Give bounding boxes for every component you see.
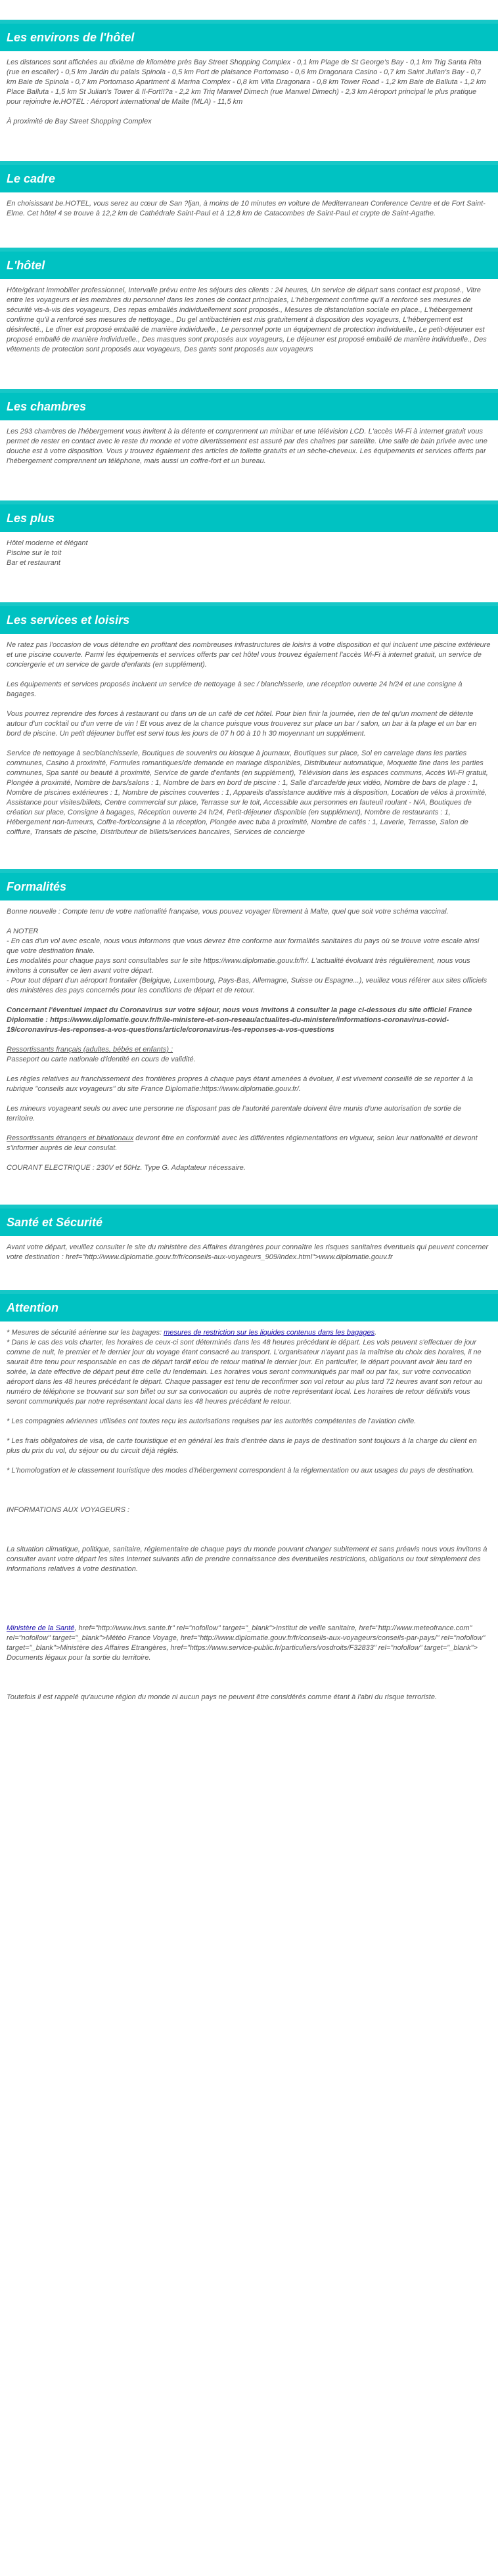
subheading-french-nationals: Ressortissants français (adultes, bébés et enfants) : [7,1046,173,1054]
section-content [0,1236,498,1270]
paragraph: Bonne nouvelle : Compte tenu de votre nationalité française, vous pouvez voyager librement à Malte, quel que soit votre schéma vaccinal. [7,908,449,916]
section-title: Les environs de l'hôtel [0,24,498,51]
section-environs [0,20,498,135]
paragraph: - Pour tout départ d'un aéroport frontalier (Belgique, Luxembourg, Pays-Bas, Allemagne, Suisse ou Espagne...), veuillez vous référer aux sites officiels des ministères des pays concernés pour les conditions de départ et de retour. [7,977,487,994]
list-item: Hôtel moderne et élégant [7,539,88,547]
ministry-health-link[interactable]: Ministère de la Santé [7,1624,75,1632]
paragraph: À proximité de Bay Street Shopping Complex [7,118,152,125]
section-title: Attention [0,1294,498,1321]
section-content [0,532,498,576]
section-content [0,1321,498,1710]
coronavirus-notice: Concernant l'éventuel impact du Coronavirus sur votre séjour, nous vous invitons à consulter la page ci-dessous du site officiel France Diplomatie : https://www.diplomatie.gouv.fr/fr/le-ministere-et-son-reseau/actualites-du-ministere/informations-coronavirus-covid-19/coronavirus-les-reponses-a-vos-questions/article/coronavirus-les-reponses-a-vos-questions [7,1006,472,1034]
section-formalites [0,869,498,1181]
paragraph: * Les compagnies aériennes utilisées ont toutes reçu les autorisations requises par les autorités compétentes de l'aviation civile. [7,1417,417,1425]
section-title: Formalités [0,873,498,900]
paragraph: Les équipements et services proposés incluent un service de nettoyage à sec / blanchisserie, une réception ouverte 24 h/24 et une consigne à bagages. [7,680,463,698]
section-title: Les plus [0,504,498,532]
section-services [0,602,498,845]
section-title: L'hôtel [0,252,498,279]
section-content [0,634,498,845]
section-cadre [0,161,498,227]
liquids-text: * Mesures de sécurité aérienne sur les bagages: [7,1329,164,1337]
section-content [0,420,498,474]
period: . [374,1329,377,1337]
section-title: Santé et Sécurité [0,1209,498,1236]
liquids-restriction-link[interactable]: mesures de restriction sur les liquides contenus dans les bagages [164,1329,375,1337]
electric-current: COURANT ELECTRIQUE : 230V et 50Hz. Type G. Adaptateur nécessaire. [7,1164,246,1172]
section-plus [0,500,498,576]
paragraph: Les règles relatives au franchissement des frontières propres à chaque pays étant amenées à évoluer, il est vivement conseillé de se reporter à la rubrique "conseils aux voyageurs" du site France Diplomatie:https://www.diplomatie.gouv.fr/. [7,1075,473,1093]
paragraph: Les mineurs voyageant seuls ou avec une personne ne disposant pas de l'autorité parentale doivent être munis d'une autorisation de sortie de territoire. [7,1105,462,1122]
paragraph: Ne ratez pas l'occasion de vous détendre en profitant des nombreuses infrastructures de loisirs à votre disposition et qui incluent une piscine extérieure et une piscine couverte. Parmi les équipements et services offerts par cet hôtel vous trouvez également l'accès Wi-Fi à internet gratuit, un service de conciergerie et un service de garde d'enfants (en supplément). [7,641,491,669]
section-content [0,900,498,1181]
links-text: , href="http://www.invs.sante.fr" rel="nofollow" target="_blank">Institut de veille sanitaire, href="http://www.meteofrance.com" rel="nofollow" target="_blank">Météo France Voyage, href="http://www.diplomatie.gouv.fr/fr/conseils-aux-voyageurs/conseils-par-pays/" rel="nofollow" target="_blank">Ministère des Affaires Etrangères, href="https://www.service-public.fr/particuliers/vosdroits/F32833" rel="nofollow" target="_blank"> Documents légaux pour la sortie du territoire. [7,1624,486,1662]
paragraph: Les distances sont affichées au dixième de kilomètre près Bay Street Shopping Complex - 0,1 km Plage de St George's Bay - 0,1 km Trig Santa Rita (rue en escalier) - 0,5 km Jardin du palais Spinola - 0,5 km Port de plaisance Portomaso - 0,6 km Dragonara Casino - 0,7 km Saint Julian's Bay - 0,7 km Baie de Spinola - 0,7 km Portomaso Apartment & Marina Complex - 0,8 km Villa Dragonara - 0,8 km Tower Road - 1,2 km Baie de Balluta - 1,2 km Place Balluta - 1,5 km St Julian's Tower & Il-Fort!!?a - 2,2 km Triq Manwel Dimech (rue Manwel Dimech) - 2,3 km Aéroport principal le plus pratique pour rejoindre le.HOTEL : Aéroport international de Malte (MLA) - 11,5 km [7,58,486,106]
section-content [0,279,498,363]
section-content [0,192,498,227]
note-title: A NOTER [7,927,39,935]
section-attention [0,1290,498,1710]
paragraph: La situation climatique, politique, sanitaire, réglementaire de chaque pays du monde pouvant changer subitement et sans préavis nous vous invitons à consulter avant votre départ les sites Internet suivants afin de prendre connaissance des éventuelles restrictions, obligations ou tout simplement des informations relatives à votre destination. [7,1545,487,1573]
info-title: INFORMATIONS AUX VOYAGEURS : [7,1506,130,1514]
paragraph: * L'homologation et le classement touristique des modes d'hébergement correspondent à la réglementation ou aux usages du pays de destination. [7,1467,474,1475]
section-chambres [0,389,498,474]
list-item: Bar et restaurant [7,559,60,567]
section-title: Les chambres [0,393,498,420]
paragraph: Toutefois il est rappelé qu'aucune région du monde ni aucun pays ne peuvent être considérés comme étant à l'abri du risque terroriste. [7,1693,438,1701]
paragraph: Avant votre départ, veuillez consulter le site du ministère des Affaires étrangères pour connaître les risques sanitaires éventuels qui peuvent concerner votre destination : href="http://www.diplomatie.gouv.fr/fr/conseils-aux-voyageurs_909/index.html">www.diplomatie.gouv.fr [7,1243,489,1261]
list-item: Piscine sur le toit [7,549,62,557]
paragraph: Passeport ou carte nationale d'identité en cours de validité. [7,1055,196,1063]
foreign-nationals-text: devront être en conformité avec les différentes réglementations en vigueur, selon leur nationalité et devront s'informer auprès de leur consulat. [7,1134,478,1152]
paragraph: En choisissant be.HOTEL, vous serez au cœur de San ?ljan, à moins de 10 minutes en voiture de Mediterranean Conference Centre et de Fort Saint-Elme. Cet hôtel 4 se trouve à 12,2 km de Cathédrale Saint-Paul et à 12,8 km de Catacombes de Saint-Paul et crypte de Saint-Agathe. [7,200,486,217]
section-sante [0,1205,498,1270]
paragraph: Les modalités pour chaque pays sont consultables sur le site https://www.diplomatie.gouv.fr/fr/. L'actualité évoluant très régulièrement, nous vous invitons à consulter ce lien avant votre départ. [7,957,470,975]
paragraph: Hôte/gérant immobilier professionnel, Intervalle prévu entre les séjours des clients : 24 heures, Un service de départ sans contact est proposé., Vitre entre les voyageurs et les membres du personnel dans les zones de contact principales, L'hébergement confirme qu'il a renforcé ses mesures de sécurité vis-à-vis des voyageurs, Des repas emballés individuellement sont proposés., Mesures de distanciation sociale en place., L'hébergement confirme qu'il a renforcé ses mesures de nettoyage., Du gel antibactérien est mis gratuitement à disposition des voyageurs, L'hébergement est désinfecté., Le dîner est proposé emballé de manière individuelle., Le personnel porte un équipement de protection individuelle., Le petit-déjeuner est proposé emballé de manière individuelle., Des masques sont proposés aux voyageurs, Le déjeuner est proposé emballé de manière individuelle., Des vêtements de protection sont proposés aux voyageurs, Des gants sont proposés aux voyageurs [7,286,487,353]
paragraph: - En cas d'un vol avec escale, nous vous informons que vous devrez être conforme aux formalités sanitaires du pays où se trouve votre escale ainsi que votre destination finale. [7,937,480,955]
paragraph: * Dans le cas des vols charter, les horaires de ceux-ci sont déterminés dans les 48 heures précédant le départ. Les vols peuvent s'effectuer de jour comme de nuit, le premier et le dernier jour du voyage étant consacré au transport. L'organisateur n'ayant pas la maîtrise du choix des horaires, il ne saurait être tenu pour responsable en cas de départ tardif et/ou de retour matinal le dernier jour. En particulier, le départ pouvant avoir lieu tard en soirée, la date effective de départ peut être celle du lendemain. Les horaires vous seront communiqués par mail ou par fax, sur votre convocation aéroport dans les 48 heures précédant le départ. Chaque passager est tenu de reconfirmer son vol retour au plus tard 72 heures avant son retour au numéro de téléphone se trouvant sur son billet ou sur sa convocation ou auprès de notre représentant local. Les horaires de retour définitifs vous seront communiqués par notre représentant local dans les 48 heures précédant le retour. [7,1339,483,1406]
section-title: Le cadre [0,165,498,192]
section-title: Les services et loisirs [0,606,498,634]
section-hotel [0,248,498,363]
paragraph [7,1624,491,1663]
paragraph: Les 293 chambres de l'hébergement vous invitent à la détente et comprennent un minibar et une télévision LCD. L'accès Wi-Fi à internet gratuit vous permet de rester en contact avec le reste du monde et votre divertissement est assuré par des chaînes par satellite. Une salle de bain privée avec une douche est à votre disposition. Vous y trouvez également des articles de toilette gratuits et un sèche-cheveux. Les équipements et services offerts par l'hébergement comprennent un téléphone, mais aussi un coffre-fort et un bureau. [7,428,487,465]
section-content [0,51,498,135]
paragraph: Vous pourrez reprendre des forces à restaurant ou dans un de un café de cet hôtel. Pour bien finir la journée, rien de tel qu'un moment de détente autour d'un cocktail ou d'un verre de vin ! Et vous avez de la chance puisque vous trouverez sur place un bar / salon, un bar à la plage et un bar en bord de piscine. Un petit déjeuner buffet est servi tous les jours de 07 h 00 à 10 h 30 moyennant un supplément. [7,710,477,738]
paragraph [7,1328,491,1338]
paragraph: Service de nettoyage à sec/blanchisserie, Boutiques de souvenirs ou kiosque à journaux, Boutiques sur place, Sol en carrelage dans les parties communes, Casino à proximité, Formules romantiques/de demande en mariage disponibles, Distributeur automatique, Moquette fine dans les parties communes, Spa santé ou beauté à proximité, Service de garde d'enfants (en supplément), Télévision dans les espaces communs, Accès Wi-Fi gratuit, Plongée à proximité, Nombre de bars/salons : 1, Nombre de bars en bord de piscine : 1, Salle d'arcade/de jeux vidéo, Nombre de bars de plage : 1, Nombre de piscines extérieures : 1, Nombre de piscines couvertes : 1, Appareils d'assistance auditive mis à disposition, Location de vélos à proximité, Assistance pour visites/billets, Centre commercial sur place, Terrasse sur le toit, Accessible aux personnes en fauteuil roulant - N/A, Boutiques de création sur place, Consigne à bagages, Réception ouverte 24 h/24, Petit-déjeuner disponible (en supplément), Nombre de restaurants : 1, Hébergement non-fumeurs, Coffre-fort/consigne à la réception, Plongée avec tuba à proximité, Nombre de cafés : 1, Laverie, Terrasse, Salon de coiffure, Transats de piscine, Distributeur de billets/services bancaires, Services de concierge [7,749,488,836]
paragraph [7,1134,491,1153]
paragraph: * Les frais obligatoires de visa, de carte touristique et en général les frais d'entrée dans le pays de destination sont toujours à la charge du client en plus du prix du vol, du séjour ou du circuit déjà réglés. [7,1437,477,1455]
subheading-foreign-nationals: Ressortissants étrangers et binationaux [7,1134,134,1142]
